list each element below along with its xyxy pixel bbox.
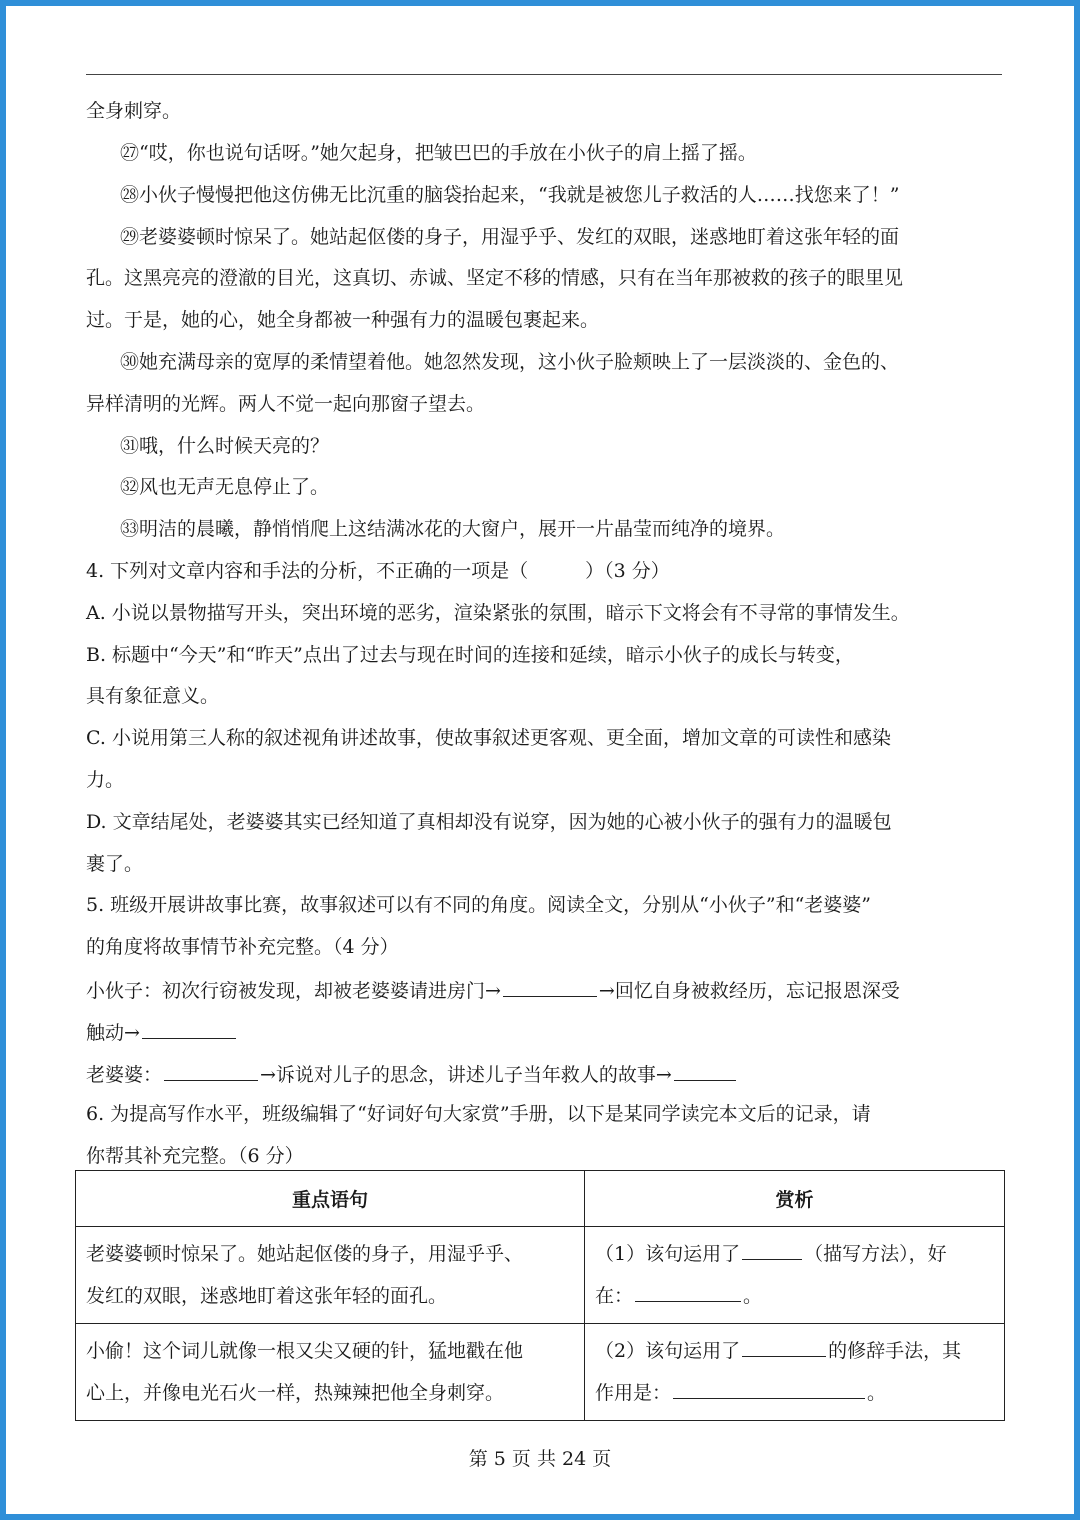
analysis-cell bbox=[585, 1324, 1005, 1421]
question-5: 5. 班级开展讲故事比赛，故事叙述可以有不同的角度。阅读全文，分别从“小伙子”和“老婆婆” bbox=[86, 894, 872, 916]
page-number-footer: 第 5 页 共 24 页 bbox=[468, 1448, 612, 1470]
analysis-text: 。 bbox=[743, 1285, 763, 1307]
paragraph-27: ㉗“哎，你也说句话呀。”她欠起身，把皱巴巴的手放在小伙子的肩上摇了摇。 bbox=[120, 142, 757, 164]
question-6: 6. 为提高写作水平，班级编辑了“好词好句大家赏”手册，以下是某同学读完本文后的记录，请 bbox=[86, 1103, 871, 1125]
paragraph-29: ㉙老婆婆顿时惊呆了。她站起伛偻的身子，用湿乎乎、发红的双眼，迷惑地盯着这张年轻的面 bbox=[120, 226, 900, 248]
sentence-line: 老婆婆顿时惊呆了。她站起伛偻的身子，用湿乎乎、 bbox=[86, 1243, 524, 1265]
option-b: B. 标题中“今天”和“昨天”点出了过去与现在时间的连接和延续，暗示小伙子的成长与转变， bbox=[86, 644, 854, 666]
analysis-text: 在： bbox=[595, 1285, 634, 1307]
answer-blank[interactable] bbox=[503, 976, 597, 997]
q5-young-text-a: 小伙子：初次行窃被发现，却被老婆婆请进房门→ bbox=[86, 980, 501, 1002]
analysis-text: （2）该句运用了 bbox=[595, 1340, 741, 1362]
question-6-cont: 你帮其补充完整。（6 分） bbox=[86, 1145, 304, 1167]
analysis-text: 的修辞手法，其 bbox=[828, 1340, 962, 1362]
paragraph-30: ㉚她充满母亲的宽厚的柔情望着他。她忽然发现，这小伙子脸颊映上了一层淡淡的、金色的、 bbox=[120, 351, 900, 373]
option-d-cont: 裹了。 bbox=[86, 853, 144, 875]
analysis-text: 作用是： bbox=[595, 1382, 672, 1404]
q5-young-man-line bbox=[86, 976, 1002, 1004]
answer-blank[interactable] bbox=[742, 1336, 826, 1357]
question-5-cont: 的角度将故事情节补充完整。（4 分） bbox=[86, 936, 399, 958]
q5-old-woman-line bbox=[86, 1060, 1002, 1088]
table-row bbox=[76, 1227, 1005, 1324]
paragraph-31: ㉛哦，什么时候天亮的？ bbox=[120, 435, 330, 457]
answer-blank[interactable] bbox=[164, 1060, 258, 1081]
sentence-line: 心上，并像电光石火一样，热辣辣把他全身刺穿。 bbox=[86, 1382, 505, 1404]
paragraph-32: ㉜风也无声无息停止了。 bbox=[120, 476, 330, 498]
answer-blank[interactable] bbox=[635, 1281, 741, 1302]
analysis-line bbox=[595, 1275, 994, 1317]
q5-old-text-a: 老婆婆： bbox=[86, 1064, 163, 1086]
analysis-text: （描写方法），好 bbox=[804, 1243, 947, 1265]
sentence-cell bbox=[76, 1227, 585, 1324]
table-header-analysis: 赏析 bbox=[585, 1171, 1005, 1227]
option-a: A. 小说以景物描写开头，突出环境的恶劣，渲染紧张的氛围，暗示下文将会有不寻常的事情发生。 bbox=[86, 602, 910, 624]
question-4: 4. 下列对文章内容和手法的分析，不正确的一项是（ ）（3 分） bbox=[86, 560, 670, 582]
option-c: C. 小说用第三人称的叙述视角讲述故事，使故事叙述更客观、更全面，增加文章的可读性和感染 bbox=[86, 727, 891, 749]
text-line: 孔。这黑亮亮的澄澈的目光，这真切、赤诚、坚定不移的情感，只有在当年那被救的孩子的眼里见 bbox=[86, 267, 904, 289]
sentence-line: 发红的双眼，迷惑地盯着这张年轻的面孔。 bbox=[86, 1285, 448, 1307]
paragraph-33: ㉝明洁的晨曦，静悄悄爬上这结满冰花的大窗户，展开一片晶莹而纯净的境界。 bbox=[120, 518, 786, 540]
analysis-text: （1）该句运用了 bbox=[595, 1243, 741, 1265]
text-line: 过。于是，她的心，她全身都被一种强有力的温暖包裹起来。 bbox=[86, 309, 600, 331]
q5-young-man-line-2 bbox=[86, 1018, 1002, 1046]
table-row bbox=[76, 1324, 1005, 1421]
table-header-row bbox=[76, 1171, 1005, 1227]
option-d: D. 文章结尾处，老婆婆其实已经知道了真相却没有说穿，因为她的心被小伙子的强有力的温暖包 bbox=[86, 811, 892, 833]
analysis-text: 。 bbox=[867, 1382, 887, 1404]
text-line: 异样清明的光辉。两人不觉一起向那窗子望去。 bbox=[86, 393, 486, 415]
q5-young-text-b: →回忆自身被救经历，忘记报恩深受 bbox=[598, 980, 900, 1002]
analysis-line bbox=[595, 1372, 994, 1414]
q5-young-text-c: 触动→ bbox=[86, 1022, 140, 1044]
paragraph-28: ㉘小伙子慢慢把他这仿佛无比沉重的脑袋抬起来，“我就是被您儿子救活的人……找您来了！” bbox=[120, 184, 900, 206]
analysis-cell bbox=[585, 1227, 1005, 1324]
answer-blank[interactable] bbox=[742, 1239, 802, 1260]
header-rule bbox=[86, 74, 1002, 75]
text-line: 全身刺穿。 bbox=[86, 100, 182, 122]
sentence-line: 小偷！这个词儿就像一根又尖又硬的针，猛地戳在他 bbox=[86, 1340, 524, 1362]
appreciation-table bbox=[75, 1170, 1005, 1421]
answer-blank[interactable] bbox=[142, 1018, 236, 1039]
q5-old-text-b: →诉说对儿子的思念，讲述儿子当年救人的故事→ bbox=[260, 1064, 672, 1086]
answer-blank[interactable] bbox=[674, 1060, 736, 1081]
sentence-cell bbox=[76, 1324, 585, 1421]
option-c-cont: 力。 bbox=[86, 769, 125, 791]
analysis-line bbox=[595, 1233, 994, 1275]
option-b-cont: 具有象征意义。 bbox=[86, 685, 220, 707]
answer-blank[interactable] bbox=[673, 1378, 865, 1399]
table-header-sentence: 重点语句 bbox=[76, 1171, 585, 1227]
analysis-line bbox=[595, 1330, 994, 1372]
exam-page bbox=[6, 6, 1074, 1514]
